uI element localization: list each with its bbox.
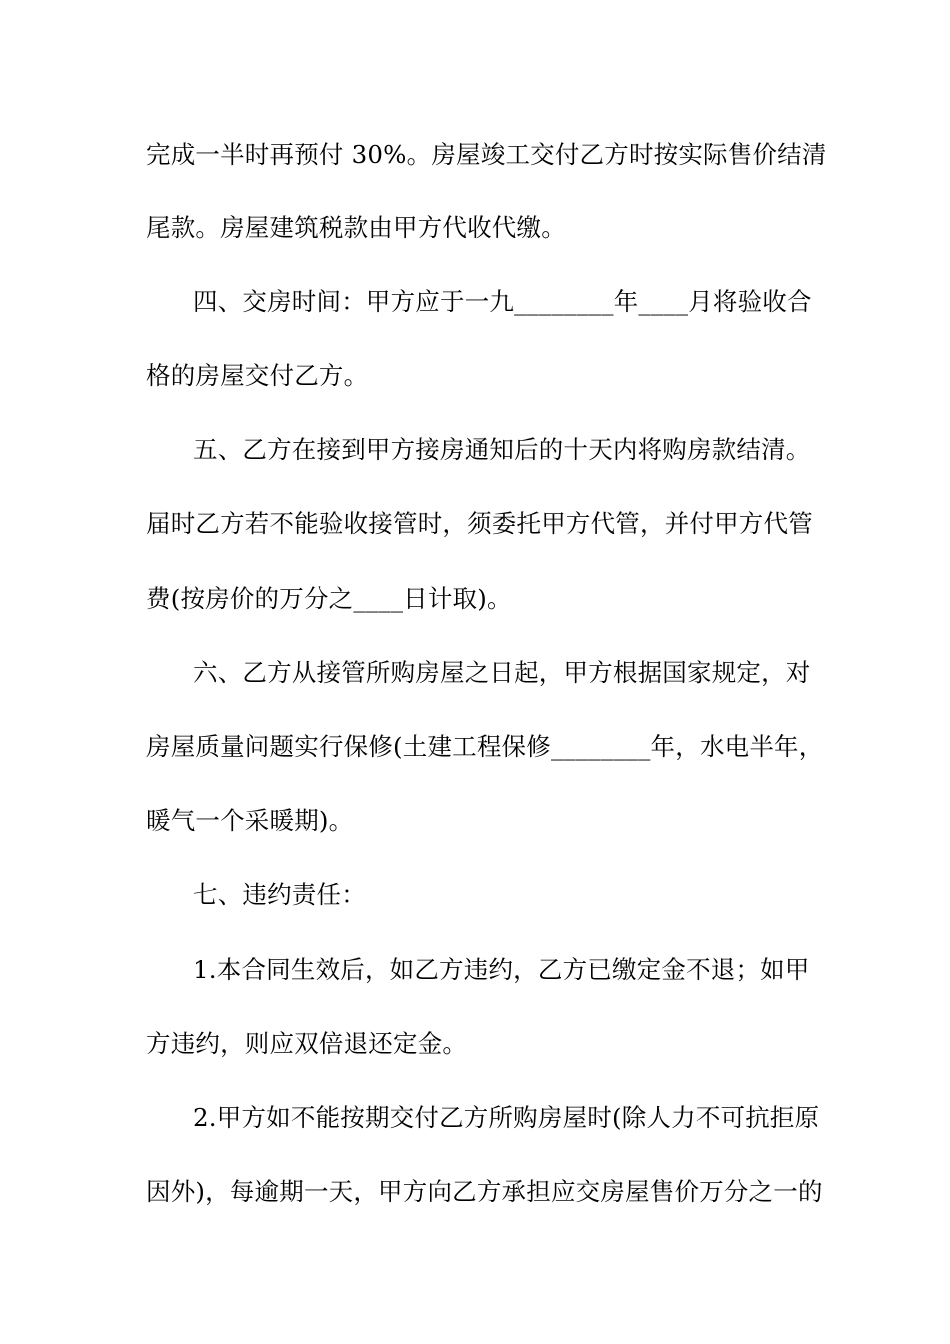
- document-line: 暖气一个采暖期)。: [146, 806, 354, 835]
- document-line: 届时乙方若不能验收接管时，须委托甲方代管，并付甲方代管: [146, 509, 813, 538]
- document-line: 费(按房价的万分之____日计取)。: [146, 584, 512, 613]
- document-line: 格的房屋交付乙方。: [146, 361, 369, 390]
- document-line: 七、违约责任：: [193, 880, 366, 909]
- document-line: 六、乙方从接管所购房屋之日起，甲方根据国家规定，对: [193, 658, 811, 687]
- document-line: 房屋质量问题实行保修(土建工程保修________年，水电半年，: [146, 732, 824, 761]
- document-line: 1.本合同生效后，如乙方违约，乙方已缴定金不退；如甲: [193, 955, 810, 984]
- document-line: 五、乙方在接到甲方接房通知后的十天内将购房款结清。: [193, 435, 811, 464]
- document-line: 因外)，每逾期一天，甲方向乙方承担应交房屋售价万分之一的: [146, 1177, 823, 1206]
- document-line: 尾款。房屋建筑税款由甲方代收代缴。: [146, 213, 566, 242]
- document-line: 四、交房时间：甲方应于一九________年____月将验收合: [193, 287, 812, 316]
- document-line: 方违约，则应双倍退还定金。: [146, 1029, 468, 1058]
- document-line: 完成一半时再预付 30%。房屋竣工交付乙方时按实际售价结清: [146, 140, 827, 169]
- document-line: 2.甲方如不能按期交付乙方所购房屋时(除人力不可抗拒原: [193, 1103, 820, 1132]
